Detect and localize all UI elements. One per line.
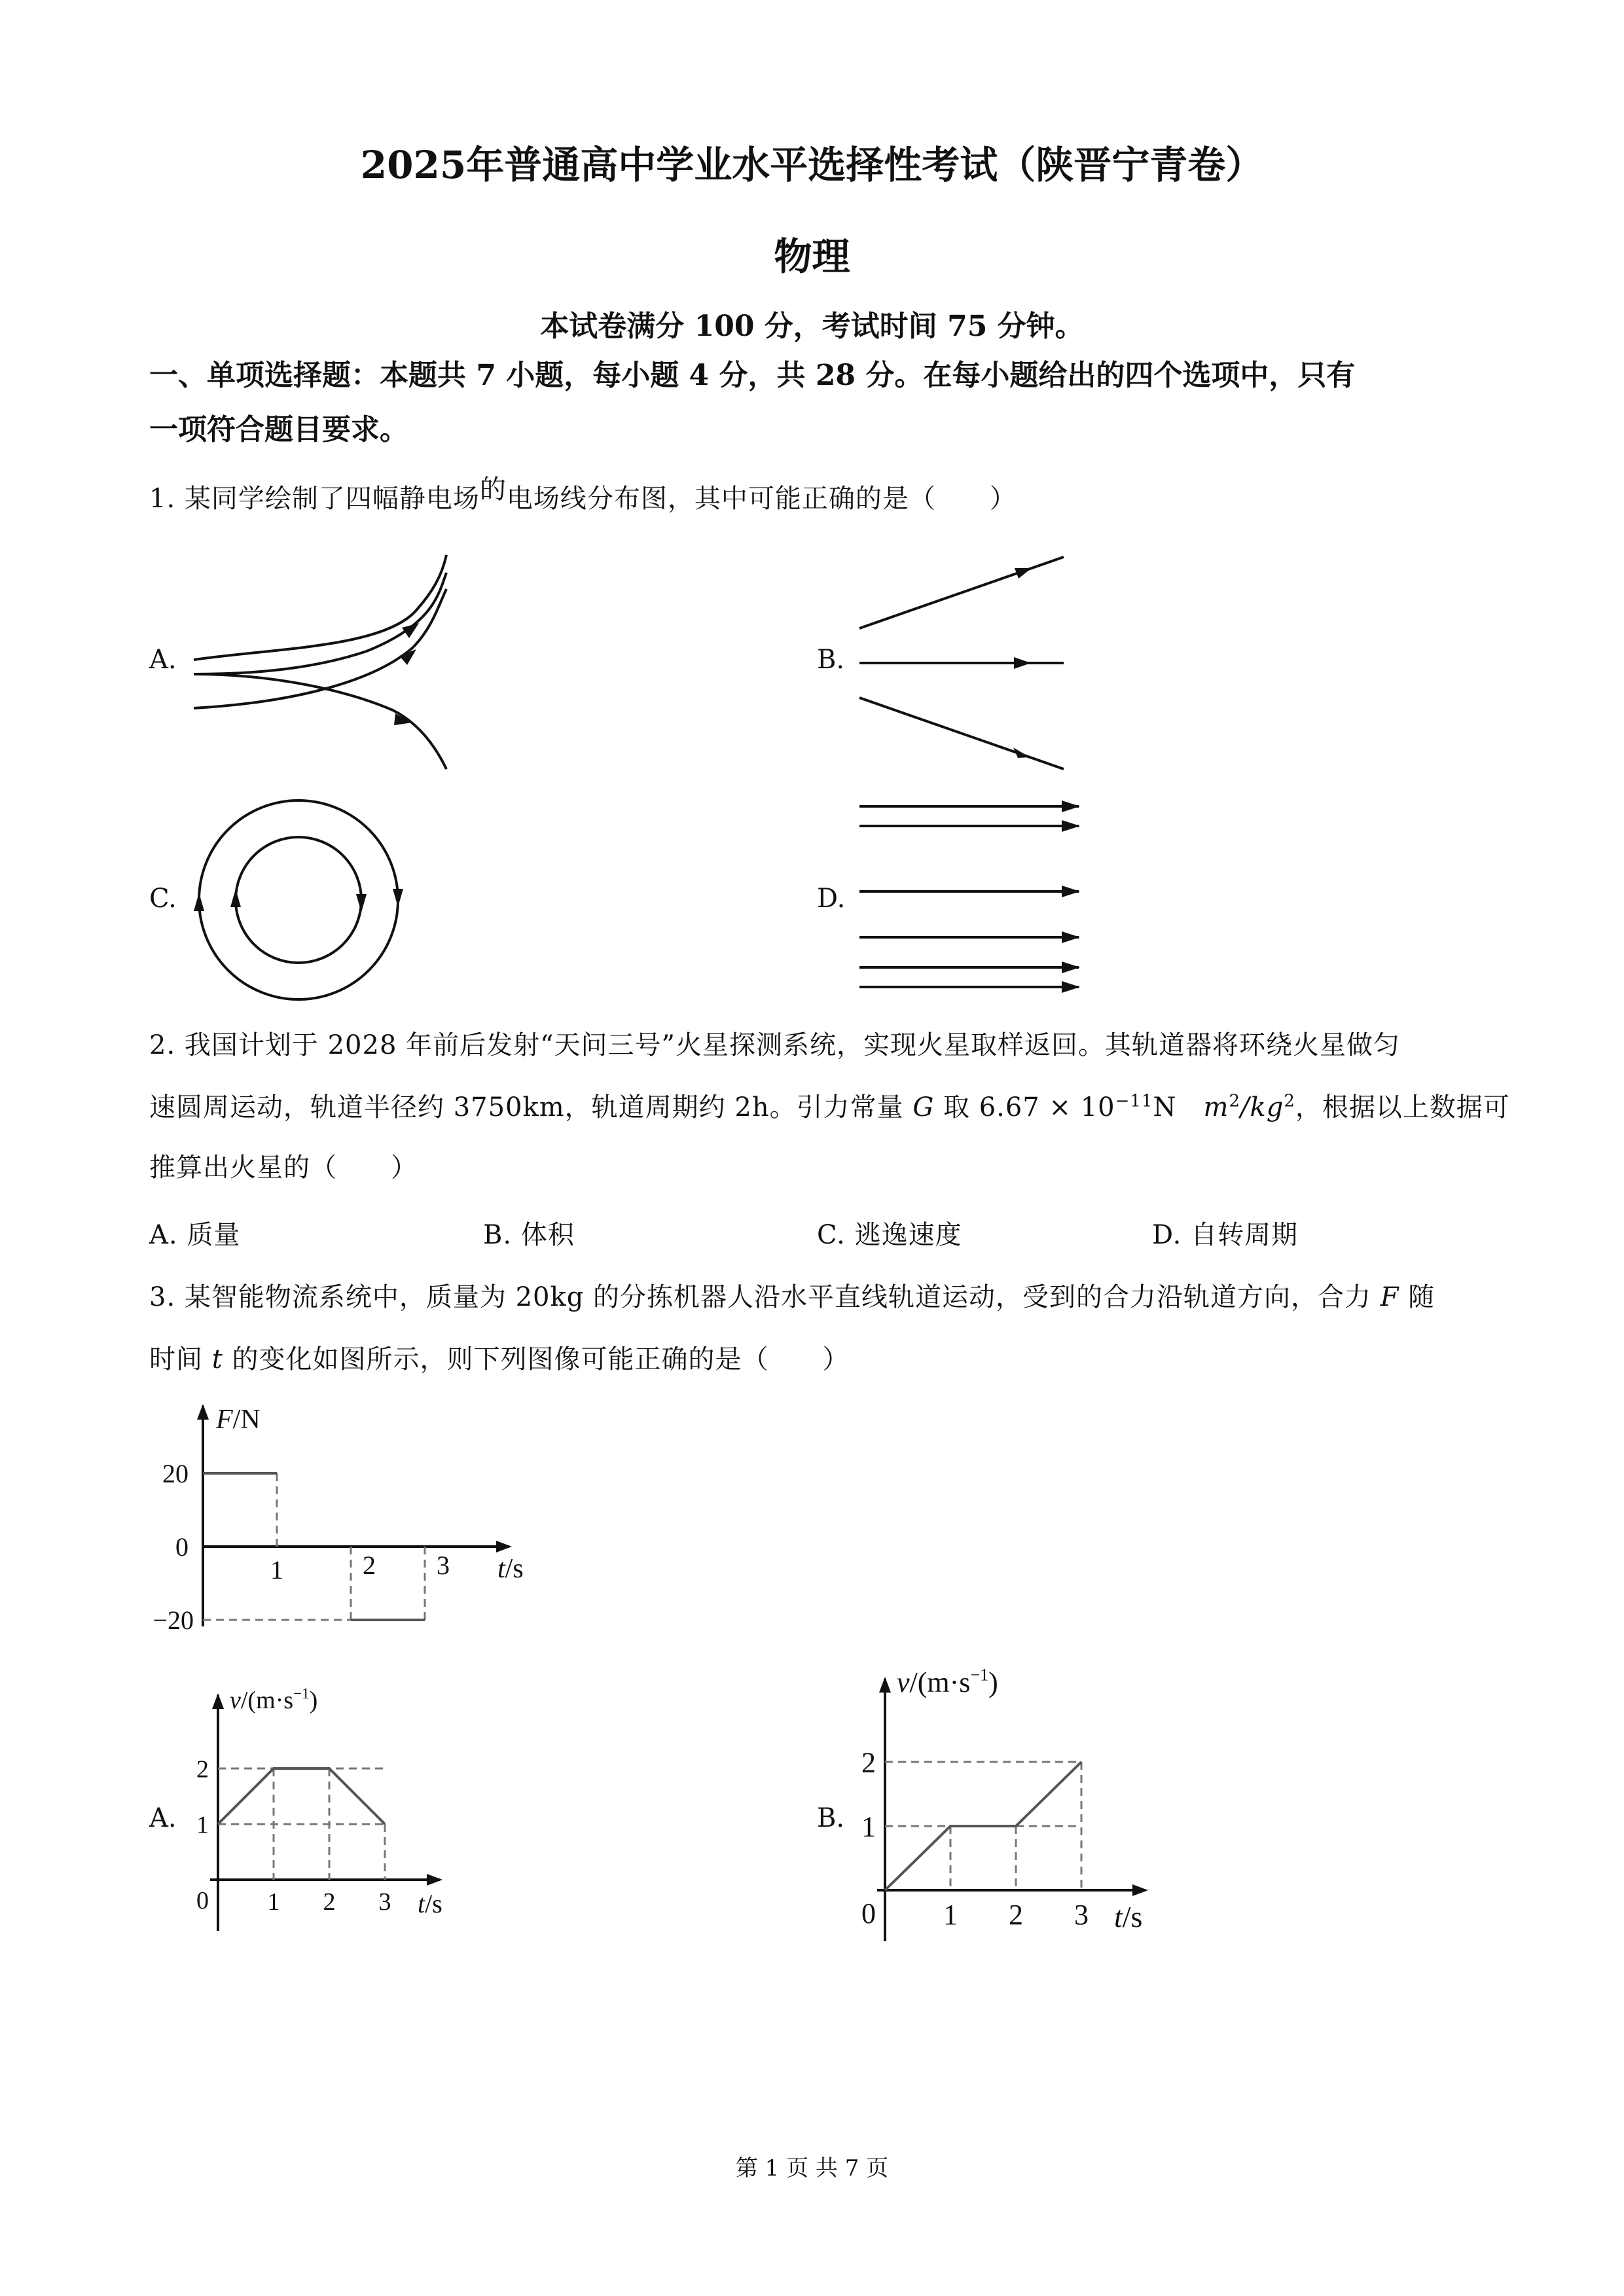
f-chart-y-label: F/N: [216, 1405, 261, 1435]
f-chart-x-label: t/s: [497, 1554, 524, 1584]
q2-unit-kg-exp: 2: [1284, 1091, 1295, 1111]
va-chart-y-tick: 0: [196, 1887, 209, 1914]
f-chart-x-tick: 2: [363, 1551, 376, 1580]
va-chart-series-line: [218, 1768, 385, 1824]
q2-unit-m-exp: 2: [1229, 1091, 1240, 1111]
f-chart-x-tick: 1: [270, 1555, 283, 1585]
section-heading-line2: 一项符合题目要求。: [149, 413, 408, 446]
q2-exponent: −11: [1115, 1091, 1153, 1111]
va-chart-x-arrow: [427, 1874, 442, 1886]
va-chart-x-tick: 3: [378, 1888, 391, 1916]
exam-title: 2025年普通高中学业水平选择性考试（陕晋宁青卷）: [360, 143, 1264, 187]
q2-line2-part2: 取 6.67 × 10: [934, 1092, 1115, 1122]
q1-stem-part1: 1. 某同学绘制了四幅静电场: [149, 484, 480, 514]
vb-chart-x-tick: 1: [943, 1899, 958, 1931]
vb-chart-x-tick: 2: [1009, 1899, 1023, 1931]
q3-line2-part1: 时间: [149, 1344, 212, 1374]
f-chart-x-arrow: [496, 1541, 512, 1552]
q3-line2-part2: 的变化如图所示，则下列图像可能正确的是（ ）: [223, 1344, 850, 1374]
q2-stem-line1: 2. 我国计划于 2028 年前后发射“天问三号”火星探测系统，实现火星取样返回。其轨道器将环绕火星做匀: [149, 1030, 1401, 1060]
q1-option-c-label: C.: [149, 884, 177, 914]
q3-symbol-f: F: [1380, 1282, 1399, 1312]
vb-chart-y-tick: 1: [861, 1810, 876, 1843]
q2-option-a: A. 质量: [149, 1220, 241, 1250]
q2-line2-part4: ，根据以上数据可: [1295, 1092, 1510, 1122]
q3-line1-part2: 随: [1399, 1282, 1435, 1312]
vb-chart-y-tick: 0: [861, 1897, 876, 1929]
q1-stem-part2: 电场线分布图，其中可能正确的是（ ）: [506, 484, 1017, 514]
q1-option-b-label: B.: [817, 645, 845, 675]
q3-option-a-label: A.: [149, 1803, 177, 1833]
f-chart-y-arrow: [197, 1404, 209, 1420]
va-chart-x-label: t/s: [418, 1889, 442, 1918]
page-footer: 第 1 页 共 7 页: [735, 2155, 889, 2181]
vb-chart-y-label: $v/(m\cdot s^{-1})$: [897, 1665, 998, 1698]
q1-stem-sup: 的: [479, 475, 507, 505]
q2-unit-kg: /kg: [1240, 1092, 1284, 1122]
vb-chart-y-tick: 2: [861, 1746, 876, 1779]
va-chart-y-tick: 2: [196, 1755, 209, 1784]
q2-option-b: B. 体积: [483, 1220, 575, 1250]
f-chart-y-tick: −20: [153, 1605, 194, 1635]
q1-option-d-label: D.: [817, 884, 846, 914]
vb-chart-x-label: t/s: [1114, 1900, 1143, 1933]
q2-line2-part3: N: [1153, 1092, 1204, 1122]
exam-info: 本试卷满分 100 分，考试时间 75 分钟。: [540, 310, 1084, 343]
q1-option-a-label: A.: [149, 645, 177, 675]
vb-chart-y-arrow: [879, 1677, 891, 1693]
f-chart-y-tick: 20: [162, 1459, 189, 1488]
subject-title: 物理: [774, 234, 850, 279]
va-chart-y-tick: 1: [196, 1811, 209, 1839]
q2-option-d: D. 自转周期: [1152, 1220, 1299, 1250]
q2-stem-line3: 推算出火星的（ ）: [149, 1153, 418, 1183]
va-chart-y-label: $v/(m\cdot s^{-1})$: [230, 1685, 318, 1714]
q3-line1-part1: 3. 某智能物流系统中，质量为 20kg 的分拣机器人沿水平直线轨道运动，受到的合力沿轨道方向，合力: [149, 1282, 1380, 1312]
vb-chart-x-arrow: [1132, 1884, 1148, 1896]
va-chart-y-arrow: [212, 1693, 224, 1709]
q2-line2-part1: 速圆周运动，轨道半径约 3750km，轨道周期约 2h。引力常量: [149, 1092, 913, 1122]
vb-chart-x-tick: 3: [1074, 1899, 1089, 1931]
va-chart-x-tick: 1: [267, 1888, 280, 1916]
f-chart-x-tick: 3: [437, 1551, 450, 1580]
section-heading-line1: 一、单项选择题：本题共 7 小题，每小题 4 分，共 28 分。在每小题给出的四个选项中，只有: [149, 359, 1356, 392]
q3-option-b-label: B.: [817, 1803, 845, 1833]
q2-unit-m: m: [1203, 1092, 1229, 1122]
f-chart-y-tick: 0: [175, 1532, 189, 1562]
q2-option-c: C. 逃逸速度: [817, 1220, 962, 1250]
va-chart-x-tick: 2: [323, 1888, 336, 1916]
q3-symbol-t: t: [211, 1344, 223, 1374]
q2-symbol-g: G: [912, 1092, 935, 1122]
